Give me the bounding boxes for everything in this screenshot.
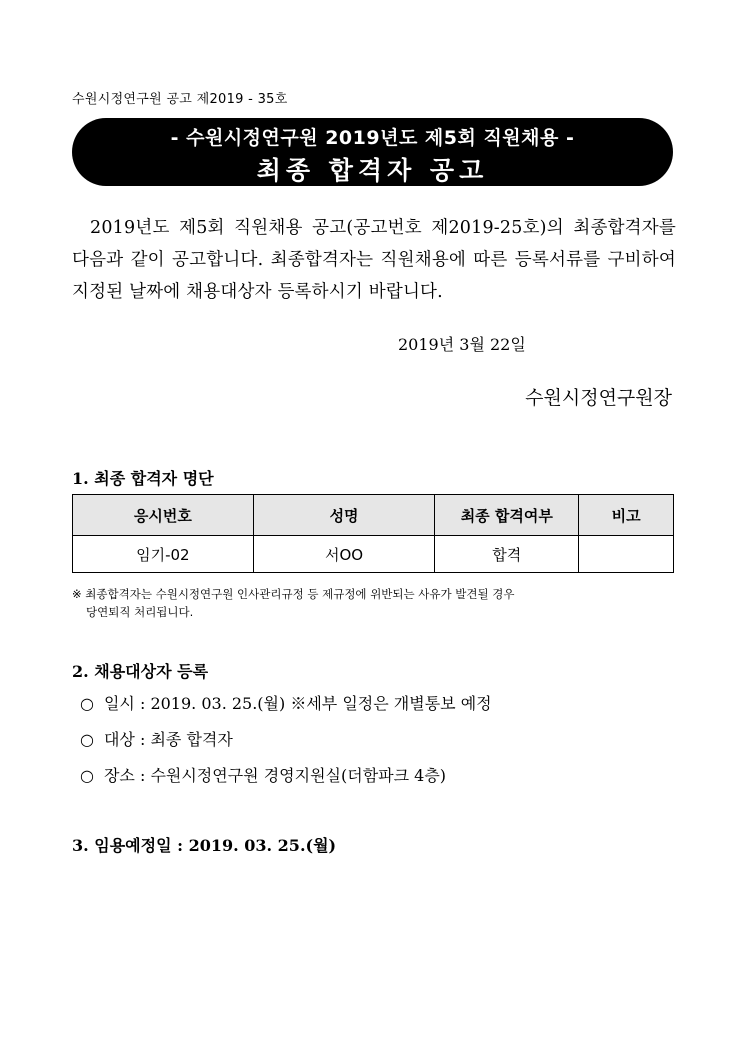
notice-number: 수원시정연구원 공고 제2019 - 35호 — [72, 92, 288, 107]
footnote-line2: 당연퇴직 처리됩니다. — [86, 605, 194, 619]
table-row — [73, 536, 674, 573]
signer: 수원시정연구원장 — [525, 387, 672, 409]
cell-exam-number: 임기-02 — [73, 536, 254, 573]
list-item-text: 일시 : 2019. 03. 25.(월) ※세부 일정은 개별통보 예정 — [103, 694, 492, 713]
section-1-title: 1. 최종 합격자 명단 — [72, 469, 214, 488]
column-header-remarks: 비고 — [579, 495, 674, 536]
section-3-title: 3. 임용예정일 : 2019. 03. 25.(월) — [72, 836, 337, 855]
intro-paragraph: 2019년도 제5회 직원채용 공고(공고번호 제2019-25호)의 최종합격자를 다음과 같이 공고합니다. 최종합격자는 직원채용에 따른 등록서류를 구비하여 지정된 날짜에 채용대상자 등록하시기 바랍니다. — [72, 218, 676, 302]
title-banner — [72, 118, 673, 186]
cell-name: 서OO — [253, 536, 435, 573]
circle-bullet-icon: ○ — [80, 730, 94, 749]
cell-remarks — [579, 536, 674, 573]
list-item-schedule — [80, 691, 492, 714]
cell-result: 합격 — [435, 536, 579, 573]
list-item-text: 대상 : 최종 합격자 — [103, 730, 233, 749]
list-item-target — [80, 727, 233, 750]
footnote-mark: ※ — [72, 587, 82, 601]
column-header-name: 성명 — [253, 495, 435, 536]
banner-subtitle: - 수원시정연구원 2019년도 제5회 직원채용 - — [170, 127, 575, 149]
result-table — [72, 494, 674, 573]
notice-date: 2019년 3월 22일 — [398, 335, 526, 354]
footnote — [72, 585, 672, 621]
banner-title: 최종 합격자 공고 — [256, 156, 489, 185]
column-header-result: 최종 합격여부 — [435, 495, 579, 536]
section-2-title: 2. 채용대상자 등록 — [72, 662, 209, 681]
footnote-line1: 최종합격자는 수원시정연구원 인사관리규정 등 제규정에 위반되는 사유가 발견될 경우 — [85, 587, 515, 601]
circle-bullet-icon: ○ — [80, 766, 94, 785]
circle-bullet-icon: ○ — [80, 694, 94, 713]
table-header-row — [73, 495, 674, 536]
column-header-exam-number: 응시번호 — [73, 495, 254, 536]
list-item-text: 장소 : 수원시정연구원 경영지원실(더함파크 4층) — [103, 766, 447, 785]
list-item-location — [80, 763, 446, 786]
